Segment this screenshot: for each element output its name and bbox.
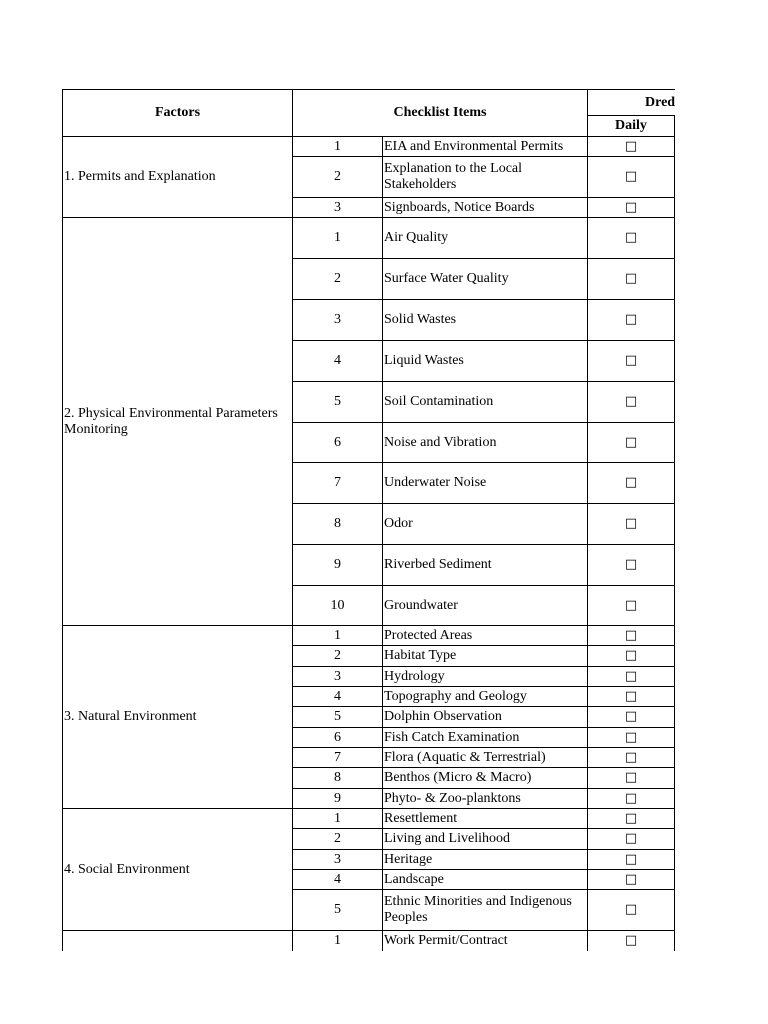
daily-checkbox[interactable]: □ [588, 504, 675, 545]
item-number: 7 [293, 748, 383, 768]
header-dredging: Dred [588, 90, 676, 116]
item-label: Resettlement [383, 809, 588, 829]
item-label: Solid Wastes [383, 300, 588, 341]
item-number: 2 [293, 646, 383, 667]
item-label: Work Permit/Contract [383, 931, 588, 952]
item-label: Surface Water Quality [383, 259, 588, 300]
daily-checkbox[interactable]: □ [588, 586, 675, 626]
item-number: 8 [293, 768, 383, 789]
next-period-cell [675, 504, 676, 545]
next-period-cell [675, 667, 676, 687]
item-label: Protected Areas [383, 626, 588, 646]
daily-checkbox[interactable]: □ [588, 218, 675, 259]
next-period-cell [675, 789, 676, 809]
item-label: EIA and Environmental Permits [383, 137, 588, 157]
item-number: 5 [293, 890, 383, 931]
daily-checkbox[interactable]: □ [588, 809, 675, 829]
factor-cell: 1. Permits and Explanation [63, 137, 293, 218]
daily-checkbox[interactable]: □ [588, 646, 675, 667]
next-period-cell [675, 646, 676, 667]
daily-checkbox[interactable]: □ [588, 728, 675, 748]
checklist-sheet [62, 89, 675, 951]
item-label: Hydrology [383, 667, 588, 687]
table-row [63, 809, 676, 829]
daily-checkbox[interactable]: □ [588, 850, 675, 870]
item-number: 9 [293, 789, 383, 809]
table-row [63, 137, 676, 157]
item-number: 2 [293, 829, 383, 850]
item-number: 3 [293, 667, 383, 687]
daily-checkbox[interactable]: □ [588, 157, 675, 198]
daily-checkbox[interactable]: □ [588, 748, 675, 768]
next-period-cell [675, 259, 676, 300]
daily-checkbox[interactable]: □ [588, 890, 675, 931]
daily-checkbox[interactable]: □ [588, 626, 675, 646]
next-period-cell [675, 157, 676, 198]
daily-checkbox[interactable]: □ [588, 423, 675, 463]
item-number: 4 [293, 341, 383, 382]
item-label: Heritage [383, 850, 588, 870]
item-number: 5 [293, 707, 383, 728]
item-label: Riverbed Sediment [383, 545, 588, 586]
next-period-cell [675, 423, 676, 463]
item-number: 6 [293, 423, 383, 463]
next-period-cell [675, 809, 676, 829]
item-label: Habitat Type [383, 646, 588, 667]
item-label: Landscape [383, 870, 588, 890]
item-number: 1 [293, 931, 383, 952]
item-number: 4 [293, 870, 383, 890]
item-label: Living and Livelihood [383, 829, 588, 850]
item-label: Liquid Wastes [383, 341, 588, 382]
daily-checkbox[interactable]: □ [588, 463, 675, 504]
header-checklist-items: Checklist Items [293, 90, 588, 137]
item-label: Noise and Vibration [383, 423, 588, 463]
daily-checkbox[interactable]: □ [588, 870, 675, 890]
item-label: Dolphin Observation [383, 707, 588, 728]
item-number: 6 [293, 728, 383, 748]
header-factors: Factors [63, 90, 293, 137]
next-period-cell [675, 198, 676, 218]
daily-checkbox[interactable]: □ [588, 707, 675, 728]
item-label: Groundwater [383, 586, 588, 626]
item-label: Underwater Noise [383, 463, 588, 504]
item-number: 4 [293, 687, 383, 707]
next-period-cell [675, 218, 676, 259]
item-number: 2 [293, 157, 383, 198]
daily-checkbox[interactable]: □ [588, 931, 675, 952]
header-daily: Daily [588, 116, 675, 137]
daily-checkbox[interactable]: □ [588, 829, 675, 850]
factor-cell: 3. Natural Environment [63, 626, 293, 809]
item-label: Ethnic Minorities and Indigenous Peoples [383, 890, 588, 931]
item-number: 8 [293, 504, 383, 545]
daily-checkbox[interactable]: □ [588, 768, 675, 789]
factor-cell [63, 931, 293, 952]
item-number: 9 [293, 545, 383, 586]
item-number: 1 [293, 218, 383, 259]
item-number: 5 [293, 382, 383, 423]
next-period-cell [675, 890, 676, 931]
item-number: 1 [293, 626, 383, 646]
item-label: Phyto- & Zoo-planktons [383, 789, 588, 809]
item-number: 7 [293, 463, 383, 504]
next-period-cell [675, 137, 676, 157]
item-number: 1 [293, 809, 383, 829]
daily-checkbox[interactable]: □ [588, 198, 675, 218]
item-label: Fish Catch Examination [383, 728, 588, 748]
next-period-cell [675, 748, 676, 768]
item-number: 3 [293, 300, 383, 341]
factor-cell: 4. Social Environment [63, 809, 293, 931]
checklist-table [62, 89, 675, 951]
item-label: Soil Contamination [383, 382, 588, 423]
next-period-cell [675, 545, 676, 586]
daily-checkbox[interactable]: □ [588, 687, 675, 707]
daily-checkbox[interactable]: □ [588, 789, 675, 809]
next-period-cell [675, 931, 676, 952]
table-row [63, 931, 676, 952]
item-label: Odor [383, 504, 588, 545]
item-number: 3 [293, 850, 383, 870]
item-number: 10 [293, 586, 383, 626]
item-label: Air Quality [383, 218, 588, 259]
next-period-cell [675, 829, 676, 850]
item-number: 1 [293, 137, 383, 157]
item-number: 2 [293, 259, 383, 300]
item-label: Flora (Aquatic & Terrestrial) [383, 748, 588, 768]
daily-checkbox[interactable]: □ [588, 300, 675, 341]
item-number: 3 [293, 198, 383, 218]
next-period-cell [675, 300, 676, 341]
next-period-cell [675, 341, 676, 382]
table-row [63, 218, 676, 259]
next-period-cell [675, 687, 676, 707]
item-label: Explanation to the Local Stakeholders [383, 157, 588, 198]
next-period-cell [675, 870, 676, 890]
next-period-cell [675, 728, 676, 748]
checklist-body [63, 137, 676, 952]
daily-checkbox[interactable]: □ [588, 382, 675, 423]
factor-cell: 2. Physical Environmental Parameters Monitoring [63, 218, 293, 626]
daily-checkbox[interactable]: □ [588, 137, 675, 157]
daily-checkbox[interactable]: □ [588, 667, 675, 687]
item-label: Signboards, Notice Boards [383, 198, 588, 218]
next-period-cell [675, 850, 676, 870]
next-period-cell [675, 382, 676, 423]
item-label: Topography and Geology [383, 687, 588, 707]
next-period-cell [675, 586, 676, 626]
next-period-cell [675, 707, 676, 728]
next-period-cell [675, 626, 676, 646]
daily-checkbox[interactable]: □ [588, 341, 675, 382]
item-label: Benthos (Micro & Macro) [383, 768, 588, 789]
next-period-cell [675, 768, 676, 789]
daily-checkbox[interactable]: □ [588, 259, 675, 300]
next-period-cell [675, 463, 676, 504]
header-blank [675, 116, 676, 137]
daily-checkbox[interactable]: □ [588, 545, 675, 586]
table-row [63, 626, 676, 646]
